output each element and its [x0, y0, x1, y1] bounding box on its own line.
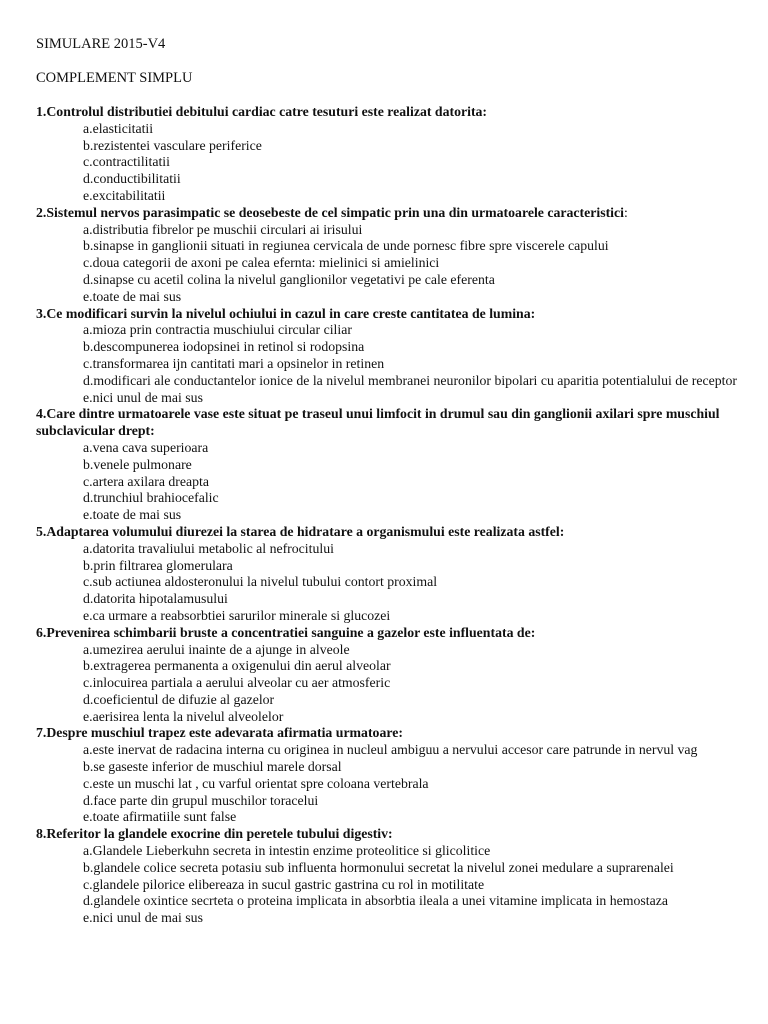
question-1 — [36, 104, 744, 205]
answer-option: a.distributia fibrelor pe muschii circulari ai irisului — [83, 221, 363, 237]
question-list — [36, 104, 744, 927]
answer-option: c.inlocuirea partiala a aerului alveolar cu aer atmosferic — [83, 675, 391, 691]
answer-option: b.extragerea permanenta a oxigenului din aerul alveolar — [83, 658, 391, 674]
answer-option: d.trunchiul brahiocefalic — [83, 490, 219, 506]
answer-option: d.glandele oxintice secrteta o proteina implicata in absorbtia ileala a unei vitamine implicata in hemostaza — [83, 893, 668, 909]
question-text — [36, 406, 744, 440]
answer-option: e.excitabilitatii — [83, 187, 166, 203]
question-text — [36, 826, 744, 843]
answer-option: c.este un muschi lat , cu varful orientat spre coloana vertebrala — [83, 775, 429, 791]
answer-option: d.conductibilitatii — [83, 171, 181, 187]
answer-option: e.toate de mai sus — [83, 507, 182, 523]
answer-option: e.ca urmare a reabsorbtiei sarurilor minerale si glucozei — [83, 607, 391, 623]
answer-option: e.toate afirmatiile sunt false — [83, 809, 237, 825]
section-title: COMPLEMENT SIMPLU — [36, 70, 193, 86]
question-text — [36, 104, 744, 121]
question-text-main: 3.Ce modificari survin la nivelul ochiului in cazul in care creste cantitatea de lumina: — [36, 305, 536, 321]
question-text — [36, 524, 744, 541]
answer-option: b.se gaseste inferior de muschiul marele dorsal — [83, 759, 342, 775]
question-8 — [36, 826, 744, 927]
question-text — [36, 306, 744, 323]
question-text-main: 2.Sistemul nervos parasimpatic se deosebeste de cel simpatic prin una din urmatoarele caracteristici — [36, 204, 624, 220]
question-text — [36, 725, 744, 742]
answer-option: a.vena cava superioara — [83, 439, 209, 455]
answer-option: c.artera axilara dreapta — [83, 473, 209, 489]
answer-option: e.aerisirea lenta la nivelul alveolelor — [83, 708, 284, 724]
question-text-main: 1.Controlul distributiei debitului cardiac catre tesuturi este realizat datorita: — [36, 104, 488, 119]
question-7 — [36, 725, 744, 826]
answer-option: b.venele pulmonare — [83, 456, 192, 472]
answer-option: a.mioza prin contractia muschiului circular ciliar — [83, 322, 352, 338]
answer-option: d.sinapse cu acetil colina la nivelul ganglionilor vegetativi pe cale eferenta — [83, 271, 495, 287]
answer-option: d.face parte din grupul muschilor toracelui — [83, 792, 319, 808]
answer-option: c.glandele pilorice elibereaza in sucul gastric gastrina cu rol in motilitate — [83, 876, 485, 892]
answer-option: c.transformarea ijn cantitati mari a opsinelor in retinen — [83, 355, 385, 371]
question-text — [36, 625, 744, 642]
answer-option: e.nici unul de mai sus — [83, 389, 203, 405]
answer-option: b.prin filtrarea glomerulara — [83, 557, 233, 573]
answer-option: b.sinapse in ganglionii situati in regiunea cervicala de unde pornesc fibre spre viscerele capului — [83, 238, 609, 254]
question-3 — [36, 306, 744, 407]
answer-option: c.sub actiunea aldosteronului la nivelul tubului contort proximal — [83, 574, 438, 590]
question-5 — [36, 524, 744, 625]
answer-option: d.coeficientul de difuzie al gazelor — [83, 691, 275, 707]
answer-option: d.datorita hipotalamusului — [83, 591, 228, 607]
answer-option: a.Glandele Lieberkuhn secreta in intestin enzime proteolitice si glicolitice — [83, 843, 491, 859]
question-text-tail: : — [623, 204, 628, 220]
answer-option: a.este inervat de radacina interna cu originea in nucleul ambiguu a nervului accesor care patrunde in nervul vag — [83, 742, 698, 758]
answer-option: d.modificari ale conductantelor ionice de la nivelul membranei neuronilor bipolari cu aparitia potentialului de receptor — [83, 372, 737, 388]
question-4 — [36, 406, 744, 524]
question-text-main: 5.Adaptarea volumului diurezei la starea de hidratare a organismului este realizata astfel: — [36, 523, 565, 539]
question-text-main: 8.Referitor la glandele exocrine din peretele tubului digestiv: — [36, 826, 393, 842]
answer-option: a.umezirea aerului inainte de a ajunge in alveole — [83, 641, 350, 657]
question-text — [36, 205, 744, 222]
answer-option: b.descompunerea iodopsinei in retinol si rodopsina — [83, 339, 365, 355]
question-text-main: 4.Care dintre urmatoarele vase este situat pe traseul unui limfocit in drumul sau din ganglionii axilari spre muschiul subclavicular drept: — [36, 406, 720, 439]
answer-option: a.datorita travaliului metabolic al nefrocitului — [83, 540, 334, 556]
question-2 — [36, 205, 744, 306]
answer-option: b.rezistentei vasculare periferice — [83, 137, 262, 153]
answer-option: e.nici unul de mai sus — [83, 910, 203, 926]
question-6 — [36, 625, 744, 726]
question-text-main: 7.Despre muschiul trapez este adevarata afirmatia urmatoare: — [36, 725, 403, 741]
answer-option: e.toate de mai sus — [83, 288, 182, 304]
answer-option: b.glandele colice secreta potasiu sub influenta hormonului secretat la nivelul zonei medulare a suprarenalei — [83, 859, 674, 875]
question-text-main: 6.Prevenirea schimbarii bruste a concentratiei sanguine a gazelor este influentata de: — [36, 624, 536, 640]
document-title: SIMULARE 2015-V4 — [36, 36, 166, 52]
answer-option: c.doua categorii de axoni pe calea efernta: mielinici si amielinici — [83, 255, 440, 271]
answer-option: c.contractilitatii — [83, 154, 170, 170]
answer-option: a.elasticitatii — [83, 120, 154, 136]
